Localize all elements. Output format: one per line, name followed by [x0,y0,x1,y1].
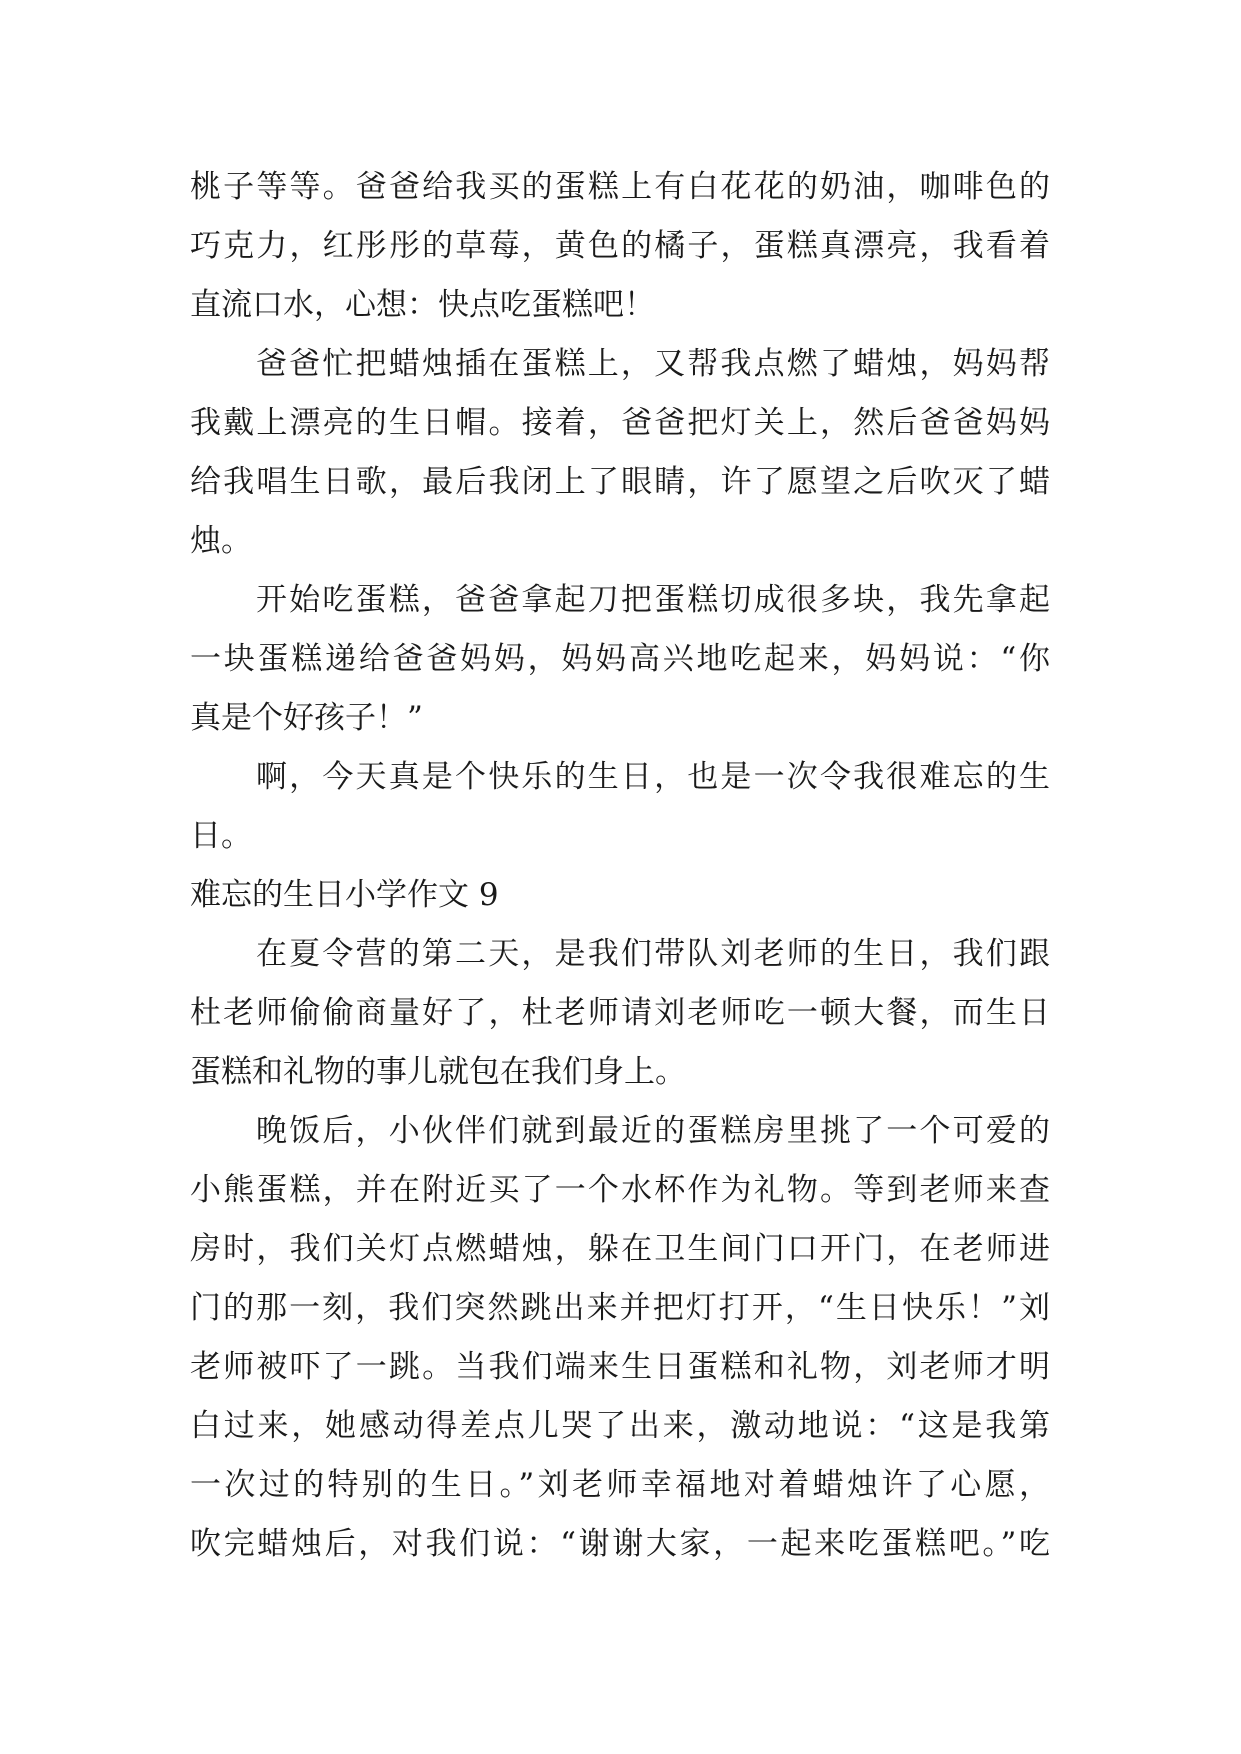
text-line: 老师被吓了一跳。当我们端来生日蛋糕和礼物，刘老师才明 [190,1349,1050,1385]
text-line: 白过来，她感动得差点儿哭了出来，激动地说：“这是我第 [190,1408,1050,1444]
text-line: 门的那一刻，我们突然跳出来并把灯打开，“生日快乐！”刘 [190,1290,1050,1326]
text-line: 给我唱生日歌，最后我闭上了眼睛，许了愿望之后吹灭了蜡 [190,464,1050,500]
text-line: 日。 [190,818,252,854]
text-line: 一次过的特别的生日。”刘老师幸福地对着蜡烛许了心愿， [190,1467,1050,1503]
text-line: 我戴上漂亮的生日帽。接着，爸爸把灯关上，然后爸爸妈妈 [190,405,1050,441]
text-line: 晚饭后，小伙伴们就到最近的蛋糕房里挑了一个可爱的 [256,1113,1050,1149]
text-line: 在夏令营的第二天，是我们带队刘老师的生日，我们跟 [256,936,1050,972]
document-body [190,158,1050,1574]
text-line: 巧克力，红彤彤的草莓，黄色的橘子，蛋糕真漂亮，我看着 [190,228,1050,264]
section-heading: 难忘的生日小学作文 9 [190,877,499,913]
text-line: 烛。 [190,523,252,559]
text-line: 爸爸忙把蜡烛插在蛋糕上，又帮我点燃了蜡烛，妈妈帮 [256,346,1050,382]
text-line: 一块蛋糕递给爸爸妈妈，妈妈高兴地吃起来，妈妈说：“你 [190,641,1050,677]
text-line: 桃子等等。爸爸给我买的蛋糕上有白花花的奶油，咖啡色的 [190,169,1050,205]
text-line: 小熊蛋糕，并在附近买了一个水杯作为礼物。等到老师来查 [190,1172,1050,1208]
text-line: 吹完蜡烛后，对我们说：“谢谢大家，一起来吃蛋糕吧。”吃 [190,1526,1050,1562]
text-line: 开始吃蛋糕，爸爸拿起刀把蛋糕切成很多块，我先拿起 [256,582,1050,618]
text-line: 蛋糕和礼物的事儿就包在我们身上。 [190,1054,686,1090]
text-line: 直流口水，心想：快点吃蛋糕吧！ [190,287,655,323]
text-line: 啊，今天真是个快乐的生日，也是一次令我很难忘的生 [256,759,1050,795]
text-line: 房时，我们关灯点燃蜡烛，躲在卫生间门口开门，在老师进 [190,1231,1050,1267]
text-line: 真是个好孩子！” [190,700,423,736]
text-line: 杜老师偷偷商量好了，杜老师请刘老师吃一顿大餐，而生日 [190,995,1050,1031]
